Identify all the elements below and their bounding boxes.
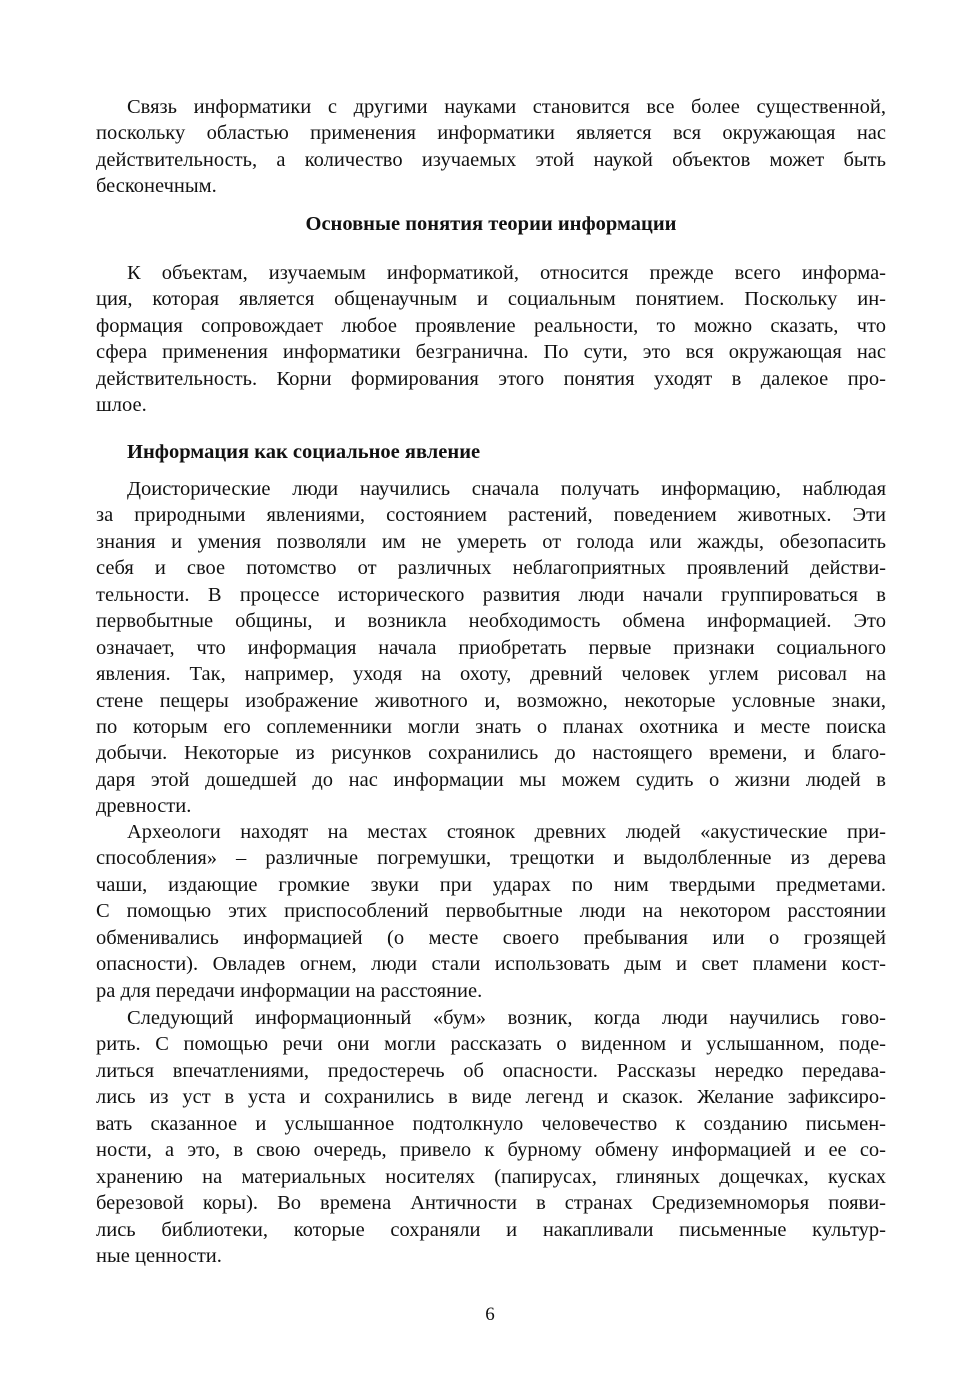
text-line: тельности. В процессе исторического развития люди начали группироваться в (96, 583, 886, 606)
text-line: явления. Так, например, уходя на охоту, древний человек углем рисовал на (96, 663, 886, 686)
text-line: вать сказанное и услышанное подтолкнуло человечество к созданию письмен- (96, 1112, 886, 1135)
text-line: ности, а это, в свою очередь, привело к бурному обмену информацией и ее со- (96, 1139, 886, 1162)
text-line: действительность, а количество изучаемых этой наукой объектов может быть (96, 148, 886, 171)
text-line: сфера применения информатики безгранична. По сути, это вся окружающая нас (96, 341, 886, 364)
text-line: С помощью этих приспособлений первобытные люди на некотором расстоянии (96, 900, 886, 923)
text-line: Следующий информационный «бум» возник, когда люди научились гово- (127, 1007, 886, 1029)
text-line: шлое. (96, 394, 147, 417)
section-heading: Основные понятия теории информации (305, 213, 677, 235)
text-line: Археологи находят на местах стоянок древних людей «акустические при- (127, 821, 886, 843)
paragraph-2 (96, 260, 886, 419)
text-line: знания и умения позволяли им не умереть от голода или жажды, обезопасить (96, 530, 886, 553)
text-line: чаши, издающие громкие звуки при ударах по ним твердыми предметами. (96, 873, 886, 896)
text-line: по которым его соплеменники могли знать о планах охотника и месте поиска (96, 715, 886, 738)
text-line: первобытные общины, и возникла необходимость обмена информацией. Это (96, 610, 886, 633)
text-line: за природными явлениями, состоянием растений, поведением животных. Эти (96, 504, 886, 527)
text-line: Доисторические люди научились сначала получать информацию, наблюдая (127, 478, 886, 500)
text-line: добычи. Некоторые из рисунков сохранились до настоящего времени, и благо- (96, 742, 886, 765)
text-line: опасности). Овладев огнем, люди стали использовать дым и свет пламени кост- (96, 953, 886, 976)
text-line: ные ценности. (96, 1244, 222, 1267)
text-line: стене пещеры изображение животного и, возможно, некоторые условные знаки, (96, 689, 886, 712)
text-line: лись из уст в уста и сохранились в виде легенд и сказок. Желание зафиксиро- (96, 1086, 886, 1109)
text-line: лись библиотеки, которые сохраняли и накапливали письменные культур- (96, 1218, 886, 1241)
text-line: К объектам, изучаемым информатикой, относится прежде всего информа- (127, 262, 886, 284)
text-line: себя и свое потомство от различных неблагоприятных проявлений действи- (96, 557, 886, 580)
text-line: ция, которая является общенаучным и социальным понятием. Поскольку ин- (96, 288, 886, 311)
page-number: 6 (485, 1304, 495, 1325)
text-line: даря этой дошедшей до нас информации мы можем судить о жизни людей в (96, 768, 886, 791)
text-line: действительность. Корни формирования этого понятия уходят в далекое про- (96, 367, 886, 390)
paragraph-1 (96, 94, 886, 200)
text-line: означает, что информация начала приобретать первые признаки социального (96, 636, 886, 659)
subsection-heading: Информация как социальное явление (127, 441, 481, 463)
text-line: способления» – различные погремушки, трещотки и выдолбленные из дерева (96, 847, 886, 870)
text-line: березовой коры). Во времена Античности в странах Средиземноморья появи- (96, 1192, 886, 1215)
text-line: литься впечатлениями, предостеречь об опасности. Рассказы нередко передава- (96, 1059, 886, 1082)
text-line: рить. С помощью речи они могли рассказать о виденном и услышанном, поде- (96, 1033, 886, 1056)
paragraph-3 (96, 476, 886, 820)
paragraph-4 (96, 819, 886, 1004)
paragraph-5 (96, 1005, 886, 1269)
text-line: бесконечным. (96, 175, 217, 198)
text-line: Связь информатики с другими науками становится все более существенной, (127, 96, 886, 118)
text-line: поскольку областью применения информатики является вся окружающая нас (96, 122, 886, 145)
text-line: древности. (96, 795, 192, 818)
text-line: формация сопровождает любое проявление реальности, то можно сказать, что (96, 314, 886, 337)
text-line: ра для передачи информации на расстояние. (96, 979, 483, 1002)
text-line: обменивались информацией (о месте своего пребывания или о грозящей (96, 926, 886, 949)
text-line: хранению на материальных носителях (папирусах, глиняных дощечках, кусках (96, 1165, 886, 1188)
